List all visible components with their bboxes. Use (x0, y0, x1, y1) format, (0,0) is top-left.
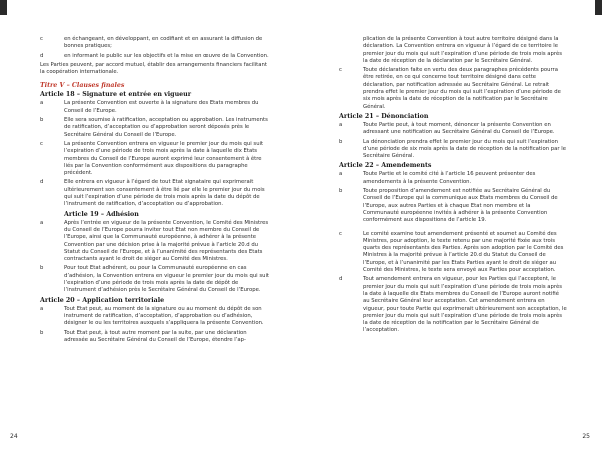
item-marker: b (40, 329, 44, 336)
list-item (40, 100, 270, 115)
item-marker: a (339, 171, 343, 178)
item-text: Elle sera soumise à ratification, acceptation ou approbation. Les instruments de ratification, d’acceptation ou d’approbation seront déposés près le Secrétaire Général du Conseil de l’Europe. (64, 117, 268, 138)
list-item (40, 53, 270, 60)
item-text: Toute proposition d’amendement est notifiée au Secrétaire Général du Conseil de l’Europe qui la communique aux Etats membres du Conseil de l’Europe, aux autres Parties et à chaque Etat non membre et la Communauté européenne invités à adhérer à la présente Convention conformément aux dispositions de l’article 19. (363, 188, 558, 224)
item-marker: d (339, 276, 343, 283)
page-corner-mark (595, 0, 602, 15)
item-text: Pour tout Etat adhérent, ou pour la Communauté européenne en cas d’adhésion, la Convention entrera en vigueur le premier jour du mois qui suit l’expiration d’une période de trois mois après la date de dépôt de l’instrument d’adhésion près le Secrétaire Général du Conseil de l’Europe. (64, 265, 270, 294)
list-item (339, 67, 567, 111)
closing-paragraph: Les Parties peuvent, par accord mutuel, établir des arrangements financiers facilitant la coopération internationale. (40, 61, 267, 76)
item-marker: d (40, 52, 44, 59)
right-page (301, 0, 602, 454)
section-title: Titre V – Clauses finales (40, 82, 125, 90)
list-item (40, 330, 270, 345)
item-marker: a (40, 305, 44, 312)
list-item (339, 231, 567, 275)
list-item (339, 122, 567, 137)
page-number: 24 (10, 433, 18, 440)
item-marker: c (339, 230, 342, 237)
article-18-heading: Article 18 – Signature et entrée en vigueur (40, 91, 192, 99)
list-item (40, 36, 270, 51)
item-text: Tout amendement entrera en vigueur, pour les Parties qui l’acceptent, le premier jour du mois qui suit l’expiration d’une période de trois mois après la date à laquelle dix Etats membres du Conseil de l’Europe auront notifié au Secrétaire Général leur acceptation. Cet amendement entrera en vigueur, pour toute Partie qui exprimerait ultérieurement son acceptation, le premier jour du mois qui suit l’expiration d’une période de trois mois après la date de réception de la notification par le Secrétaire Général de l’acceptation. (363, 276, 567, 334)
page-corner-mark (0, 0, 7, 15)
item-text: Elle entrera en vigueur à l’égard de tout Etat signataire qui exprimerait ultérieurement son consentement à être lié par elle le premier jour du mois qui suit l’expiration d’une période de trois mois après la date du dépôt de l’instrument de ratification, d’acceptation ou d’approbation. (64, 179, 265, 208)
item-text: La dénonciation prendra effet le premier jour du mois qui suit l’expiration d’une période de six mois après la date de réception de la notification par le Secrétaire Général. (363, 138, 566, 160)
item-text: Tout Etat peut, au moment de la signature ou au moment du dépôt de son instrument de ratification, d’acceptation, d’approbation ou d’adhésion, désigner le ou les territoires auxquels s’appliquera la présente Convention. (64, 305, 264, 327)
item-text: Le comité examine tout amendement présenté et soumet au Comité des Ministres, pour adoption, le texte retenu par une majorité fixée aux trois quarts des représentants des Parties. Après son adoption par le Comité des Ministres à la majorité prévue à l’article 20.d du Statut du Conseil de l’Europe, et à l’unanimité par les Etats Parties ayant le droit de siéger au Comité des Ministres, le texte sera envoyé aux Parties pour acceptation. (363, 230, 564, 274)
item-marker: d (40, 179, 44, 186)
list-item (339, 276, 567, 334)
item-marker: c (40, 36, 43, 42)
item-text: en informant le public sur les objectifs et la mise en œuvre de la Convention. (64, 52, 269, 59)
item-text: Toute déclaration faite en vertu des deux paragraphes précédents pourra être retirée, en ce qui concerne tout territoire désigné dans cette déclaration, par notification adressée au Secrétaire Général. Le retrait prendra effet le premier jour du mois qui suit l’expiration d’une période de six mois après la date de réception de la notification par le Secrétaire Général. (363, 67, 561, 110)
item-marker: b (40, 117, 44, 124)
list-item (40, 306, 270, 328)
article-20-heading: Article 20 – Application territoriale (40, 296, 165, 304)
item-text: Toute Partie et le comité cité à l’article 16 peuvent présenter des amendements à la présente Convention. (363, 171, 536, 185)
continued-item (339, 36, 567, 65)
item-text: en échangeant, en développant, en codifiant et en assurant la diffusion de bonnes pratiques; (64, 36, 263, 50)
item-text: Après l’entrée en vigueur de la présente Convention, le Comité des Ministres du Conseil de l’Europe pourra inviter tout Etat non membre du Conseil de l’Europe, ainsi que la Communauté européenne, à adhérer à la présente Convention par une décision prise à la majorité prévue à l’article 20.d du Statut du Conseil de l’Europe, et à l’unanimité des représentants des Etats contractants ayant le droit de siéger au Comité des Ministres. (64, 219, 269, 263)
item-marker: a (40, 100, 44, 107)
article-22-heading: Article 22 – Amendements (339, 162, 432, 170)
left-text-column (40, 36, 270, 346)
item-marker: b (339, 188, 343, 195)
page-number: 25 (582, 433, 590, 440)
item-marker: a (339, 121, 343, 128)
list-item (40, 141, 270, 177)
item-marker: c (339, 67, 342, 74)
item-marker: b (339, 138, 343, 145)
item-text: Tout Etat peut, à tout autre moment par la suite, par une déclaration adressée au Secrétaire Général du Conseil de l’Europe, étendre l’ap- (64, 329, 247, 343)
item-text: La présente Convention est ouverte à la signature des Etats membres du Conseil de l’Europe. (64, 100, 259, 114)
item-text: plication de la présente Convention à tout autre territoire désigné dans la déclaration. La Convention entrera en vigueur à l’égard de ce territoire le premier jour du mois qui suit l’expiration d’une période de trois mois après la date de réception de la déclaration par le Secrétaire Général. (363, 36, 562, 64)
article-21-heading: Article 21 – Dénonciation (339, 112, 429, 120)
list-item (339, 188, 567, 224)
item-text: La présente Convention entrera en vigueur le premier jour du mois qui suit l’expiration d’une période de trois mois après la date à laquelle dix Etats membres du Conseil de l’Europe auront exprimé leur consentement à être liés par la Convention conformément aux dispositions du paragraphe précédent. (64, 140, 264, 177)
list-item (339, 139, 567, 161)
item-marker: b (40, 265, 44, 272)
list-item (339, 171, 567, 186)
item-marker: a (40, 219, 44, 226)
list-item (40, 265, 270, 294)
item-marker: c (40, 140, 43, 147)
list-item (40, 179, 270, 208)
item-text: Toute Partie peut, à tout moment, dénoncer la présente Convention en adressant une notification au Secrétaire Général du Conseil de l’Europe. (363, 121, 555, 136)
list-item (40, 220, 270, 264)
list-item (40, 117, 270, 139)
article-19-heading: Article 19 – Adhésion (64, 210, 139, 218)
right-text-column (339, 36, 567, 337)
